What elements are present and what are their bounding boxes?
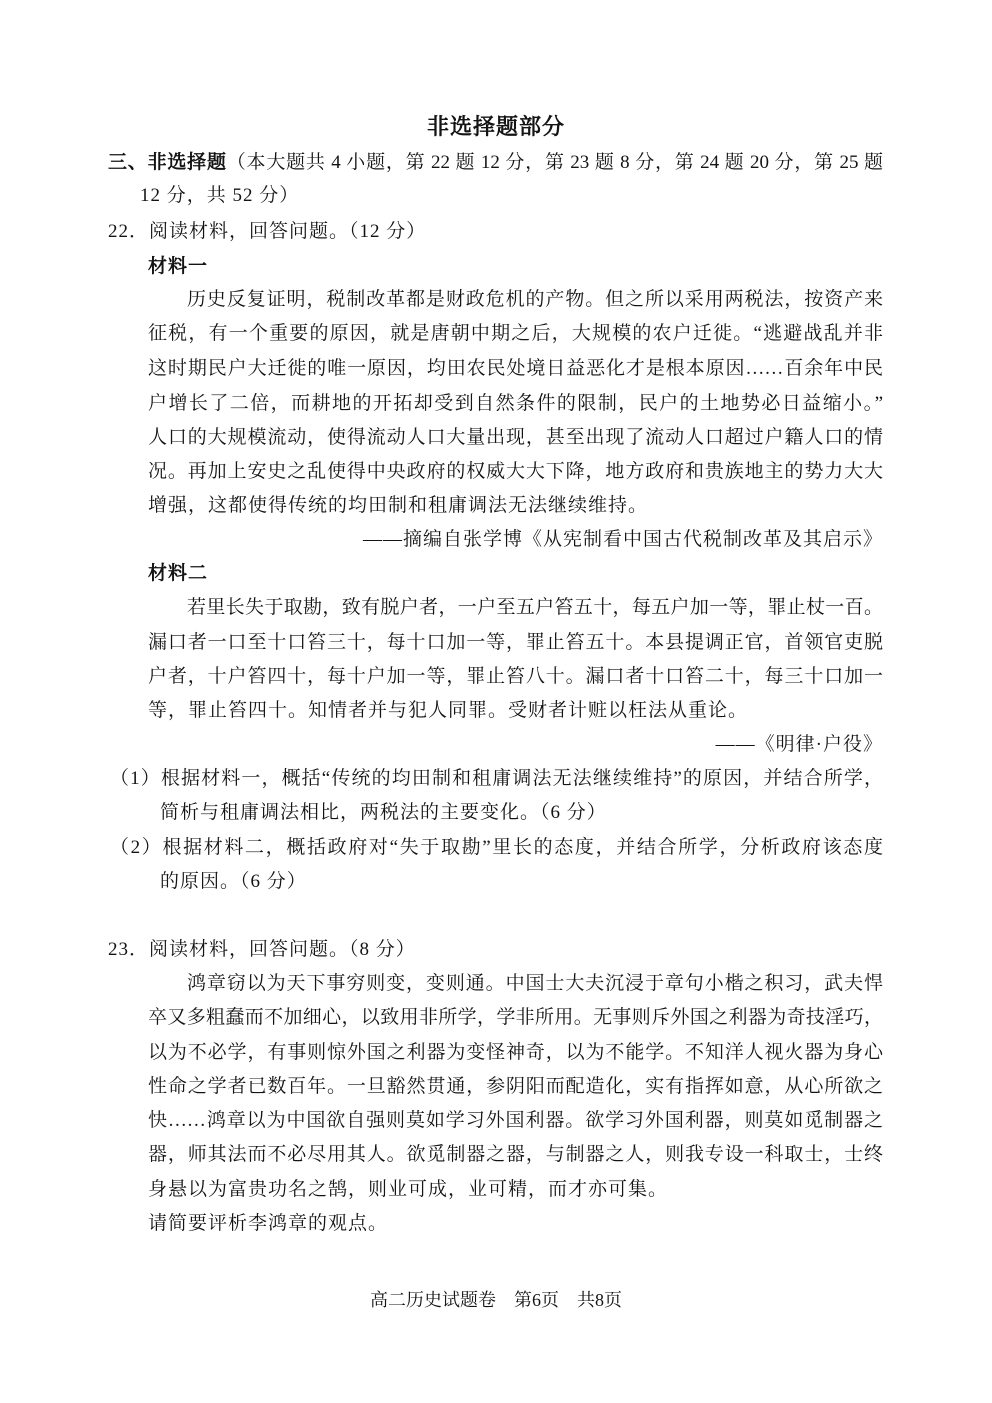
question-22-stem: 22．阅读材料，回答问题。（12 分） bbox=[108, 221, 427, 242]
sub-question-1-continued: 简析与租庸调法相比，两税法的主要变化。（6 分） bbox=[160, 802, 607, 823]
question-23-prompt: 请简要评析李鸿章的观点。 bbox=[148, 1213, 389, 1234]
material-1-line: 户增长了二倍，而耕地的开拓却受到自然条件的限制，民户的土地势必日益缩小。” bbox=[148, 393, 883, 414]
question-23-material-line: 器，师其法而不必尽用其人。欲觅制器之器，与制器之人，则我专设一科取士，士终 bbox=[148, 1144, 883, 1165]
material-2-line: 户者，十户笞四十，每十户加一等，罪止笞八十。漏口者十口笞二十，每三十口加一 bbox=[148, 666, 883, 687]
question-23-material-line: 卒又多粗蠢而不加细心，以致用非所学，学非所用。无事则斥外国之利器为奇技淫巧， bbox=[148, 1007, 883, 1028]
material-2-label: 材料二 bbox=[148, 563, 209, 584]
question-23-material-line: 以为不必学，有事则惊外国之利器为变怪神奇，以为不能学。不知洋人视火器为身心 bbox=[148, 1042, 883, 1063]
material-1-line: 这时期民户大迁徙的唯一原因，均田农民处境日益恶化才是根本原因……百余年中民 bbox=[148, 358, 883, 379]
material-1-line: 征税，有一个重要的原因，就是唐朝中期之后，大规模的农户迁徙。“逃避战乱并非 bbox=[148, 323, 883, 344]
section-label: 三、非选择题 bbox=[108, 152, 227, 173]
material-2-line: 等，罪止笞四十。知情者并与犯人同罪。受财者计赃以枉法从重论。 bbox=[148, 700, 749, 721]
section-heading bbox=[108, 151, 883, 175]
question-23-material-line: 鸿章窃以为天下事穷则变，变则通。中国士大夫沉浸于章句小楷之积习，武夫悍 bbox=[187, 973, 883, 994]
material-1-line: 况。再加上安史之乱使得中央政府的权威大大下降，地方政府和贵族地主的势力大大 bbox=[148, 461, 883, 482]
material-2-source: ——《明律·户役》 bbox=[715, 734, 883, 755]
section-description-continued: 12 分，共 52 分） bbox=[140, 185, 300, 206]
material-1-line: 人口的大规模流动，使得流动人口大量出现，甚至出现了流动人口超过户籍人口的情 bbox=[148, 427, 883, 448]
page-footer: 高二历史试题卷 第6页 共8页 bbox=[370, 1290, 622, 1310]
material-2-line: 漏口者一口至十口笞三十，每十口加一等，罪止笞五十。本县提调正官，首领官吏脱 bbox=[148, 632, 883, 653]
material-1-line: 增强，这都使得传统的均田制和租庸调法无法继续维持。 bbox=[148, 495, 649, 516]
material-1-label: 材料一 bbox=[148, 256, 209, 277]
question-23-stem: 23．阅读材料，回答问题。（8 分） bbox=[108, 939, 416, 960]
sub-question-1: （1）根据材料一，概括“传统的均田制和租庸调法无法继续维持”的原因，并结合所学， bbox=[110, 768, 883, 789]
part-title: 非选择题部分 bbox=[426, 114, 565, 139]
material-2-line: 若里长失于取勘，致有脱户者，一户至五户笞五十，每五户加一等，罪止杖一百。 bbox=[187, 597, 883, 618]
question-23-material-line: 身悬以为富贵功名之鹄，则业可成，业可精，而才亦可集。 bbox=[148, 1179, 669, 1200]
material-1-source: ——摘编自张学博《从宪制看中国古代税制改革及其启示》 bbox=[362, 529, 883, 550]
sub-question-2-continued: 的原因。（6 分） bbox=[160, 871, 307, 892]
sub-question-2: （2）根据材料二，概括政府对“失于取勘”里长的态度，并结合所学，分析政府该态度 bbox=[110, 837, 883, 858]
section-description: （本大题共 4 小题，第 22 题 12 分，第 23 题 8 分，第 24 题 20 分，第 25 题 bbox=[226, 152, 883, 173]
question-23-material-line: 快……鸿章以为中国欲自强则莫如学习外国利器。欲学习外国利器，则莫如觅制器之 bbox=[148, 1110, 883, 1131]
question-23-material-line: 性命之学者已数百年。一旦豁然贯通，参阴阳而配造化，实有指挥如意，从心所欲之 bbox=[148, 1076, 883, 1097]
material-1-line: 历史反复证明，税制改革都是财政危机的产物。但之所以采用两税法，按资产来 bbox=[187, 289, 883, 310]
